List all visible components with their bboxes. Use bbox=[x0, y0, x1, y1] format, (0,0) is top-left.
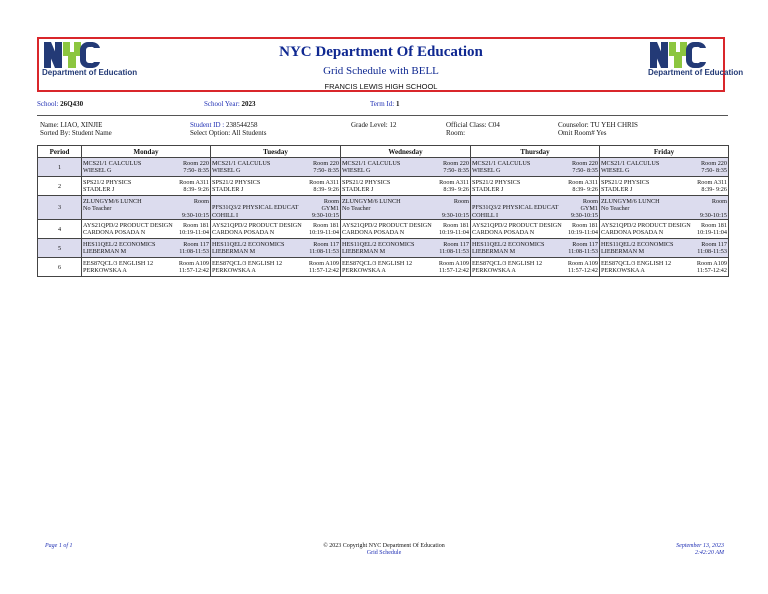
period-time: 8:39- 9:26 bbox=[313, 186, 339, 193]
nyc-doe-logo-right bbox=[648, 42, 744, 90]
term-info bbox=[370, 100, 399, 108]
course-name: AYS21QPD/2 PRODUCT DESIGN bbox=[472, 222, 562, 229]
student-id bbox=[190, 121, 257, 129]
period-time: 11:08-11:53 bbox=[309, 248, 339, 255]
period-time: 11:08-11:53 bbox=[439, 248, 469, 255]
course-name: SPS21/2 PHYSICS bbox=[472, 179, 521, 186]
period-time: 8:39- 9:26 bbox=[572, 186, 598, 193]
teacher-name: COHILL I bbox=[472, 212, 499, 219]
period-time: 10:19-11:04 bbox=[696, 229, 727, 236]
teacher-name: STADLER J bbox=[601, 186, 633, 193]
grade-level: Grade Level: 12 bbox=[351, 121, 397, 129]
course-name: PFS31Q3/2 PHYSICAL EDUCAT bbox=[212, 204, 299, 211]
schedule-cell bbox=[471, 177, 600, 196]
header-thursday: Thursday bbox=[471, 146, 600, 158]
school-label: School: bbox=[37, 100, 59, 108]
period-number: 4 bbox=[38, 220, 82, 239]
schedule-cell bbox=[341, 177, 471, 196]
course-name: EES87QCL/3 ENGLISH 12 bbox=[342, 260, 413, 267]
period-time: 11:08-11:53 bbox=[179, 248, 209, 255]
period-time: 11:08-11:53 bbox=[697, 248, 727, 255]
period-time: 9:30-10:15 bbox=[570, 212, 598, 219]
room-label: Room bbox=[193, 198, 209, 205]
schedule-grid bbox=[37, 145, 729, 277]
period-time: 7:50- 8:35 bbox=[313, 167, 339, 174]
schedule-cell bbox=[341, 258, 471, 277]
period-time: 11:57-12:42 bbox=[178, 267, 209, 274]
course-name: MCS21/1 CALCULUS bbox=[212, 160, 271, 167]
course-name: EES87QCL/3 ENGLISH 12 bbox=[212, 260, 283, 267]
report-title: NYC Department Of Education bbox=[279, 44, 483, 60]
year-value: 2023 bbox=[241, 100, 256, 108]
period-time: 9:30-10:15 bbox=[311, 212, 339, 219]
schedule-cell bbox=[211, 196, 341, 220]
report-header bbox=[37, 37, 744, 92]
period-time: 7:50- 8:35 bbox=[572, 167, 598, 174]
course-name: ZLUNGYM/6 LUNCH bbox=[601, 198, 660, 205]
room-label: Room 220 bbox=[183, 160, 209, 167]
room-label: Room A109 bbox=[696, 260, 727, 267]
course-name: HES11QEL/2 ECONOMICS bbox=[212, 241, 285, 248]
schedule-cell bbox=[211, 258, 341, 277]
header-period: Period bbox=[38, 146, 82, 158]
room-label: Room 117 bbox=[313, 241, 339, 248]
room-label: Room 220 bbox=[701, 160, 727, 167]
schedule-row bbox=[38, 196, 729, 220]
period-number: 1 bbox=[38, 158, 82, 177]
page-number: Page 1 of 1 bbox=[45, 543, 73, 549]
course-name: SPS21/2 PHYSICS bbox=[601, 179, 650, 186]
report-subtitle: Grid Schedule with BELL bbox=[323, 65, 439, 77]
school-info bbox=[37, 100, 83, 108]
teacher-name: No Teacher bbox=[342, 205, 371, 212]
period-time: 8:39- 9:26 bbox=[701, 186, 727, 193]
teacher-name: PERKOWSKA A bbox=[83, 267, 127, 274]
schedule-row bbox=[38, 258, 729, 277]
header-monday: Monday bbox=[82, 146, 211, 158]
room-label: Room A109 bbox=[178, 260, 209, 267]
course-name: EES87QCL/3 ENGLISH 12 bbox=[472, 260, 543, 267]
period-time: 10:19-11:04 bbox=[438, 229, 469, 236]
course-name: MCS21/1 CALCULUS bbox=[342, 160, 401, 167]
teacher-name: CARDONA POSADA N bbox=[472, 229, 535, 236]
teacher-name: LIEBERMAN M bbox=[342, 248, 386, 255]
schedule-cell bbox=[211, 158, 341, 177]
schedule-cell bbox=[471, 239, 600, 258]
room-label: Room A311 bbox=[439, 179, 469, 186]
teacher-name: WIESEL G bbox=[472, 167, 501, 174]
period-number: 5 bbox=[38, 239, 82, 258]
room-label: Room A311 bbox=[179, 179, 209, 186]
schedule-cell bbox=[341, 196, 471, 220]
room-label: Room A311 bbox=[697, 179, 727, 186]
header-friday: Friday bbox=[600, 146, 729, 158]
course-name: HES11QEL/2 ECONOMICS bbox=[472, 241, 545, 248]
report-date: September 13, 2023 bbox=[676, 543, 724, 549]
schedule-row bbox=[38, 177, 729, 196]
period-time: 8:39- 9:26 bbox=[443, 186, 469, 193]
teacher-name: STADLER J bbox=[212, 186, 244, 193]
period-time: 8:39- 9:26 bbox=[183, 186, 209, 193]
course-name: EES87QCL/3 ENGLISH 12 bbox=[83, 260, 154, 267]
teacher-name: STADLER J bbox=[83, 186, 115, 193]
student-name: Name: LIAO, XINJIE bbox=[40, 121, 103, 129]
counselor: Counselor: TU YEH CHRIS bbox=[558, 121, 638, 129]
schedule-cell bbox=[211, 239, 341, 258]
school-name: FRANCIS LEWIS HIGH SCHOOL bbox=[324, 82, 438, 91]
room-label: Room 117 bbox=[572, 241, 598, 248]
teacher-name: CARDONA POSADA N bbox=[83, 229, 146, 236]
teacher-name: STADLER J bbox=[472, 186, 504, 193]
schedule-cell bbox=[211, 177, 341, 196]
room-label: Room 220 bbox=[313, 160, 339, 167]
room-label: Room 220 bbox=[443, 160, 469, 167]
logo-left-text: Department of Education bbox=[42, 68, 138, 77]
room-label: Room bbox=[582, 198, 598, 205]
course-name: HES11QEL/2 ECONOMICS bbox=[83, 241, 156, 248]
schedule-cell bbox=[600, 196, 729, 220]
room-label: Room 181 bbox=[313, 222, 339, 229]
room-number: GYM1 bbox=[321, 205, 339, 212]
room-label: Room bbox=[711, 198, 727, 205]
schedule-cell bbox=[82, 239, 211, 258]
report-name: Grid Schedule bbox=[366, 550, 402, 556]
teacher-name: CARDONA POSADA N bbox=[212, 229, 275, 236]
grid-header-row bbox=[38, 146, 729, 158]
room-label: Room A109 bbox=[567, 260, 598, 267]
period-time: 7:50- 8:35 bbox=[183, 167, 209, 174]
footer-timestamp bbox=[676, 543, 724, 557]
header-wednesday: Wednesday bbox=[341, 146, 471, 158]
schedule-cell bbox=[471, 196, 600, 220]
schedule-cell bbox=[600, 158, 729, 177]
teacher-name: WIESEL G bbox=[212, 167, 241, 174]
period-time: 11:08-11:53 bbox=[568, 248, 598, 255]
room-info: Room: bbox=[446, 129, 466, 137]
period-time: 7:50- 8:35 bbox=[443, 167, 469, 174]
course-name: EES87QCL/3 ENGLISH 12 bbox=[601, 260, 672, 267]
room-label: Room A109 bbox=[438, 260, 469, 267]
copyright-text: © 2023 Copyright NYC Department Of Education bbox=[323, 543, 445, 549]
room-label: Room 117 bbox=[183, 241, 209, 248]
course-name: MCS21/1 CALCULUS bbox=[601, 160, 660, 167]
course-name: AYS21QPD/2 PRODUCT DESIGN bbox=[83, 222, 173, 229]
schedule-cell bbox=[471, 158, 600, 177]
period-time: 11:57-12:42 bbox=[438, 267, 469, 274]
room-label: Room 117 bbox=[701, 241, 727, 248]
schedule-cell bbox=[471, 220, 600, 239]
period-time: 11:57-12:42 bbox=[567, 267, 598, 274]
course-name: ZLUNGYM/6 LUNCH bbox=[342, 198, 401, 205]
room-label: Room 181 bbox=[701, 222, 727, 229]
room-label: Room 181 bbox=[183, 222, 209, 229]
year-info bbox=[204, 100, 256, 108]
schedule-cell bbox=[82, 220, 211, 239]
period-time: 9:30-10:15 bbox=[181, 212, 209, 219]
course-name: SPS21/2 PHYSICS bbox=[83, 179, 132, 186]
student-id-value: 238544258 bbox=[225, 121, 258, 129]
room-label: Room 220 bbox=[572, 160, 598, 167]
sorted-by: Sorted By: Student Name bbox=[40, 129, 112, 137]
course-name: HES11QEL/2 ECONOMICS bbox=[342, 241, 415, 248]
term-label: Term Id: bbox=[370, 100, 395, 108]
course-name: AYS21QPD/2 PRODUCT DESIGN bbox=[601, 222, 691, 229]
room-label: Room bbox=[453, 198, 469, 205]
teacher-name: LIEBERMAN M bbox=[601, 248, 645, 255]
term-value: 1 bbox=[395, 100, 400, 108]
period-time: 9:30-10:15 bbox=[441, 212, 469, 219]
select-option: Select Option: All Students bbox=[190, 129, 267, 137]
room-number: GYM1 bbox=[580, 205, 598, 212]
schedule-cell bbox=[211, 220, 341, 239]
teacher-name: WIESEL G bbox=[83, 167, 112, 174]
teacher-name: PERKOWSKA A bbox=[472, 267, 516, 274]
period-time: 10:19-11:04 bbox=[308, 229, 339, 236]
room-label: Room 181 bbox=[443, 222, 469, 229]
schedule-row bbox=[38, 220, 729, 239]
logo-right-text: Department of Education bbox=[648, 68, 744, 77]
period-time: 11:57-12:42 bbox=[696, 267, 727, 274]
schedule-cell bbox=[600, 177, 729, 196]
period-time: 10:19-11:04 bbox=[178, 229, 209, 236]
teacher-name: No Teacher bbox=[601, 205, 630, 212]
teacher-name: STADLER J bbox=[342, 186, 374, 193]
teacher-name: PERKOWSKA A bbox=[601, 267, 645, 274]
schedule-cell bbox=[82, 258, 211, 277]
teacher-name: PERKOWSKA A bbox=[212, 267, 256, 274]
room-label: Room 181 bbox=[572, 222, 598, 229]
official-class: Official Class: C04 bbox=[446, 121, 500, 129]
schedule-cell bbox=[82, 158, 211, 177]
teacher-name: LIEBERMAN M bbox=[212, 248, 256, 255]
report-time: 2:42:20 AM bbox=[694, 550, 724, 556]
teacher-name: PERKOWSKA A bbox=[342, 267, 386, 274]
schedule-cell bbox=[341, 158, 471, 177]
period-time: 9:30-10:15 bbox=[699, 212, 727, 219]
teacher-name: LIEBERMAN M bbox=[472, 248, 516, 255]
schedule-cell bbox=[82, 177, 211, 196]
period-number: 2 bbox=[38, 177, 82, 196]
room-label: Room 117 bbox=[443, 241, 469, 248]
course-name: MCS21/1 CALCULUS bbox=[472, 160, 531, 167]
room-label: Room A109 bbox=[308, 260, 339, 267]
course-name: PFS31Q3/2 PHYSICAL EDUCAT bbox=[472, 204, 559, 211]
course-name: HES11QEL/2 ECONOMICS bbox=[601, 241, 674, 248]
period-time: 10:19-11:04 bbox=[567, 229, 598, 236]
course-name: AYS21QPD/2 PRODUCT DESIGN bbox=[342, 222, 432, 229]
year-label: School Year: bbox=[204, 100, 240, 108]
header-tuesday: Tuesday bbox=[211, 146, 341, 158]
student-id-label: Student ID : bbox=[190, 121, 225, 129]
teacher-name: WIESEL G bbox=[342, 167, 371, 174]
teacher-name: CARDONA POSADA N bbox=[601, 229, 664, 236]
period-time: 11:57-12:42 bbox=[308, 267, 339, 274]
course-name: SPS21/2 PHYSICS bbox=[342, 179, 391, 186]
nyc-logo-icon bbox=[648, 42, 708, 68]
school-value: 26Q430 bbox=[60, 100, 84, 108]
period-time: 7:50- 8:35 bbox=[701, 167, 727, 174]
schedule-cell bbox=[471, 258, 600, 277]
schedule-cell bbox=[600, 258, 729, 277]
room-label: Room A311 bbox=[309, 179, 339, 186]
schedule-cell bbox=[82, 196, 211, 220]
teacher-name: CARDONA POSADA N bbox=[342, 229, 405, 236]
schedule-cell bbox=[341, 220, 471, 239]
footer-copyright-block bbox=[0, 543, 768, 557]
room-label: Room bbox=[323, 198, 339, 205]
room-label: Room A311 bbox=[568, 179, 598, 186]
teacher-name: COHILL I bbox=[212, 212, 239, 219]
teacher-name: No Teacher bbox=[83, 205, 112, 212]
course-name: SPS21/2 PHYSICS bbox=[212, 179, 261, 186]
omit-room: Omit Room# Yes bbox=[558, 129, 607, 137]
period-number: 3 bbox=[38, 196, 82, 220]
schedule-row bbox=[38, 158, 729, 177]
teacher-name: LIEBERMAN M bbox=[83, 248, 127, 255]
course-name: MCS21/1 CALCULUS bbox=[83, 160, 142, 167]
divider bbox=[37, 115, 728, 116]
schedule-cell bbox=[341, 239, 471, 258]
period-number: 6 bbox=[38, 258, 82, 277]
schedule-cell bbox=[600, 220, 729, 239]
course-name: AYS21QPD/2 PRODUCT DESIGN bbox=[212, 222, 302, 229]
teacher-name: WIESEL G bbox=[601, 167, 630, 174]
schedule-cell bbox=[600, 239, 729, 258]
course-name: ZLUNGYM/6 LUNCH bbox=[83, 198, 142, 205]
schedule-row bbox=[38, 239, 729, 258]
